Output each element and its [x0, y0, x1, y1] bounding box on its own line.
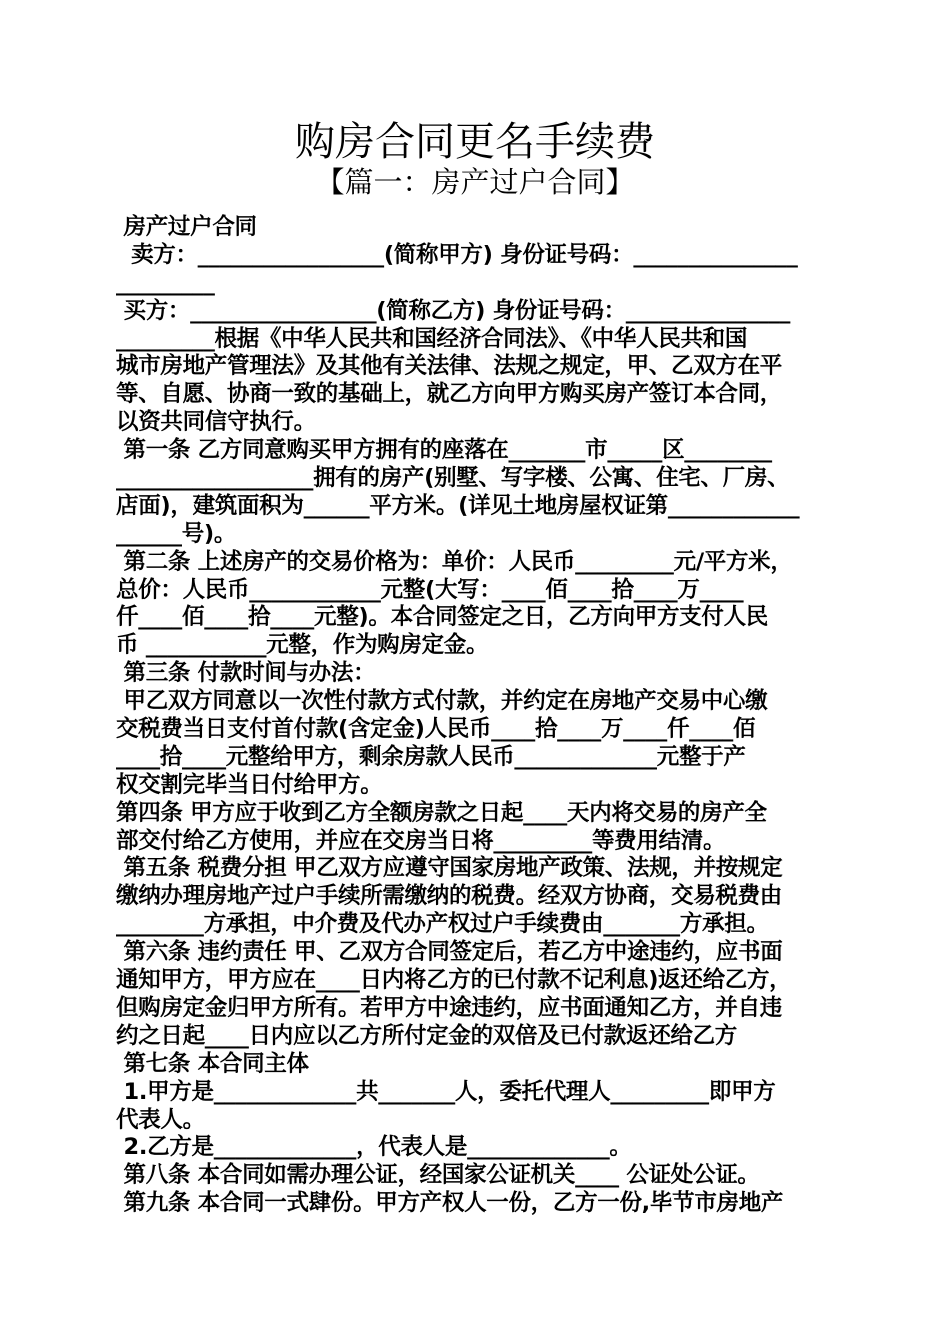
contract-line: 店面)，建筑面积为______平方米。(详见土地房屋权证第____________	[116, 492, 800, 519]
contract-line: 代表人。	[116, 1106, 205, 1133]
document-subtitle: 【篇一：房产过户合同】	[315, 165, 635, 199]
contract-line: 甲乙双方同意以一次性付款方式付款，并约定在房地产交易中心缴	[116, 688, 768, 715]
contract-line: 2.乙方是_____________，代表人是_____________。	[116, 1134, 632, 1161]
contract-line: 币 ___________元整，作为购房定金。	[116, 632, 489, 659]
contract-line: 通知甲方，甲方应在____日内将乙方的已付款不记利息)返还给乙方，	[116, 967, 792, 994]
contract-line: 等、自愿、协商一致的基础上，就乙方向甲方购买房产签订本合同，	[116, 381, 783, 408]
contract-line: 第五条 税费分担 甲乙双方应遵守国家房地产政策、法规，并按规定	[116, 855, 783, 882]
contract-line: 交税费当日支付首付款(含定金)人民币____拾____万____仟____佰	[116, 716, 756, 743]
contract-line: 第七条 本合同主体	[116, 1050, 309, 1077]
contract-line: 缴纳办理房地产过户手续所需缴纳的税费。经双方协商，交易税费由	[116, 883, 783, 910]
contract-line: 第四条 甲方应于收到乙方全额房款之日起____天内将交易的房产全	[116, 799, 767, 826]
contract-line: 约之日起____日内应以乙方所付定金的双倍及已付款返还给乙方	[116, 1022, 738, 1049]
contract-line: 第三条 付款时间与办法：	[116, 660, 376, 687]
contract-line: 第二条 上述房产的交易价格为：单价：人民币_________元/平方米，	[116, 548, 793, 575]
contract-line: ____拾____元整给甲方，剩余房款人民币_____________元整于产	[116, 743, 746, 770]
contract-line: 城市房地产管理法》及其他有关法律、法规之规定，甲、乙双方在平	[116, 353, 783, 380]
contract-line: _________	[116, 269, 215, 296]
contract-line: ________方承担，中介费及代办产权过户手续费由_______方承担。	[116, 911, 769, 938]
contract-line: 第一条 乙方同意购买甲方拥有的座落在_______市_____区________	[116, 437, 772, 464]
contract-line: _________根据《中华人民共和国经济合同法》、《中华人民共和国	[116, 325, 748, 352]
contract-line: 部交付给乙方使用，并应在交房当日将_________等费用结清。	[116, 827, 726, 854]
contract-line: 第八条 本合同如需办理公证，经国家公证机关____ 公证处公证。	[116, 1162, 760, 1189]
contract-line: 第九条 本合同一式肆份。甲方产权人一份，乙方一份,毕节市房地产	[116, 1190, 784, 1217]
contract-line: 卖方：_________________(简称甲方) 身份证号码：_______________	[116, 241, 798, 268]
contract-line: 1.甲方是_____________共_______人，委托代理人_________即甲方	[116, 1078, 776, 1105]
contract-line: 买方：_________________(简称乙方) 身份证号码：_______________	[116, 297, 791, 324]
contract-line: __________________拥有的房产(别墅、写字楼、公寓、住宅、厂房、	[116, 465, 790, 492]
contract-line: 第六条 违约责任 甲、乙双方合同签定后，若乙方中途违约，应书面	[116, 939, 783, 966]
contract-line: 但购房定金归甲方所有。若甲方中途违约，应书面通知乙方，并自违	[116, 994, 783, 1021]
contract-line: ______号)。	[116, 520, 237, 547]
contract-line: 房产过户合同	[116, 214, 257, 240]
contract-line: 权交割完毕当日付给甲方。	[116, 771, 383, 798]
contract-body	[116, 214, 840, 1218]
document-title: 购房合同更名手续费	[295, 119, 655, 165]
contract-line: 以资共同信守执行。	[116, 409, 316, 436]
contract-line: 总价：人民币____________元整(大写：____佰____拾____万____	[116, 576, 744, 603]
contract-line: 仟____佰____拾____元整)。本合同签定之日，乙方向甲方支付人民	[116, 604, 768, 631]
